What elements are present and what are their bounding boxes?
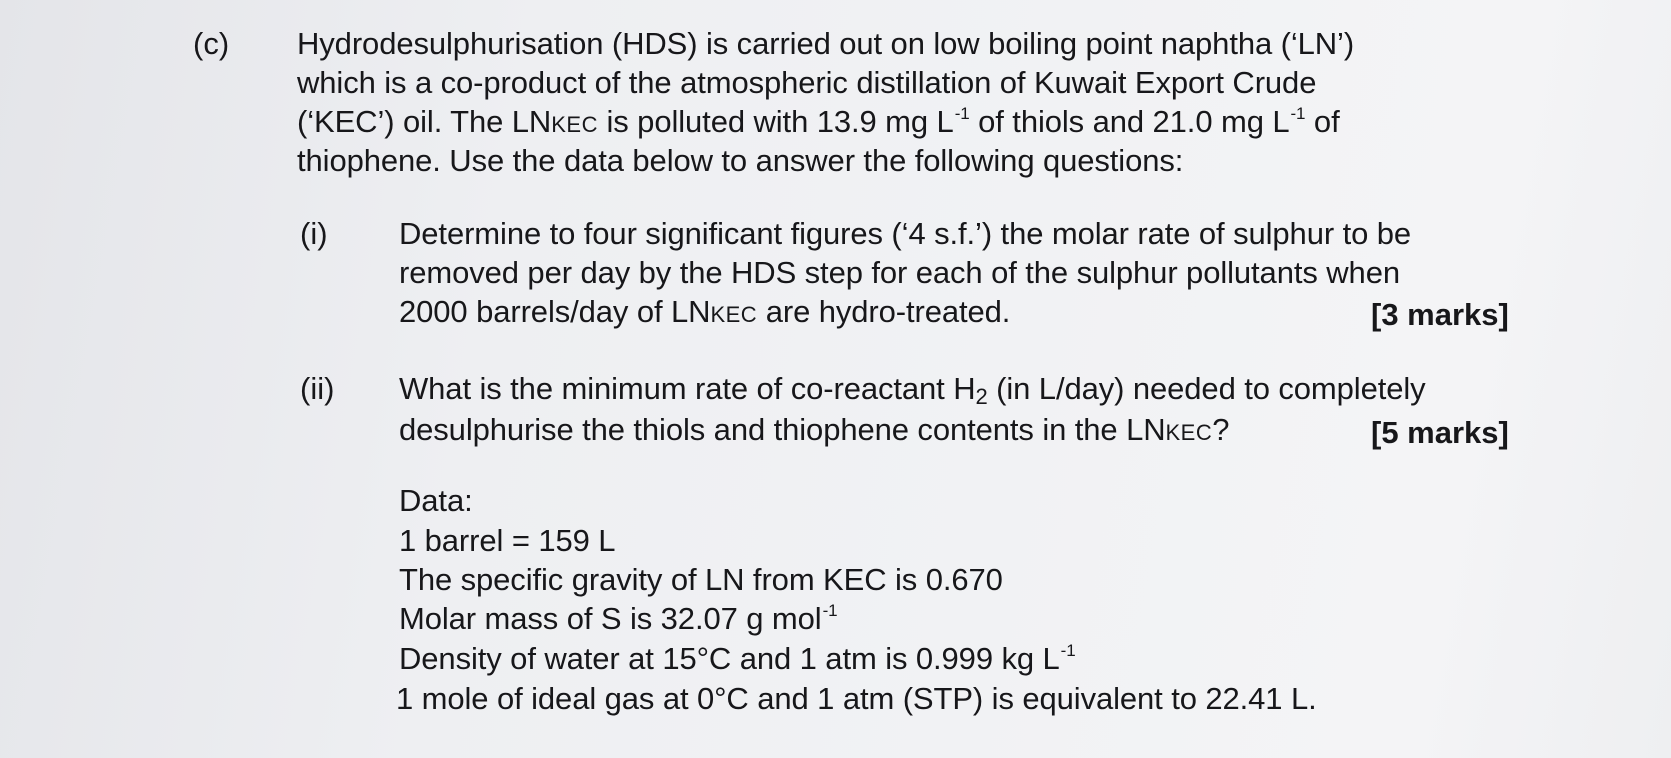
part-i-line-2: removed per day by the HDS step for each of the sulphur pollutants when: [399, 255, 1400, 290]
data-item-ideal-gas: 1 mole of ideal gas at 0°C and 1 atm (STP) is equivalent to 22.41 L.: [396, 681, 1317, 716]
intro-line-3-part-c: of thiols and 21.0 mg L: [969, 104, 1290, 139]
part-ii-line-1: [399, 370, 1426, 411]
part-i-line-3-part-a: 2000 barrels/day of LN: [399, 294, 711, 329]
superscript-minus-one: -1: [954, 104, 970, 123]
subscript-kec: KEC: [551, 112, 598, 137]
subscript-kec: KEC: [710, 302, 758, 327]
data-heading: Data:: [399, 483, 473, 518]
part-i-marks: [3 marks]: [1371, 297, 1509, 332]
part-i-line-3-part-b: are hydro-treated.: [757, 294, 1011, 329]
question-label: (c): [193, 26, 230, 61]
subscript-two: 2: [975, 384, 988, 409]
superscript-minus-one: -1: [1290, 104, 1306, 123]
part-ii-line-2-part-a: desulphurise the thiols and thiophene contents in the LN: [399, 412, 1166, 447]
superscript-minus-one: -1: [1060, 641, 1076, 660]
data-item-molar-mass: [399, 600, 837, 643]
subscript-kec: KEC: [1165, 420, 1213, 445]
superscript-minus-one: -1: [822, 601, 838, 620]
part-ii-line-2-part-b: ?: [1212, 412, 1230, 447]
part-i-line-1: Determine to four significant figures (‘4 s.f.’) the molar rate of sulphur to be: [399, 216, 1412, 251]
intro-line-3: [297, 103, 1340, 146]
part-ii-label: (ii): [300, 371, 335, 406]
data-item-water-density-text: Density of water at 15°C and 1 atm is 0.999 kg L: [399, 641, 1060, 676]
data-item-specific-gravity: The specific gravity of LN from KEC is 0.670: [399, 562, 1003, 597]
intro-line-3-part-b: is polluted with 13.9 mg L: [597, 104, 954, 139]
data-item-molar-mass-text: Molar mass of S is 32.07 g mol: [399, 601, 822, 636]
intro-line-3-part-d: of: [1305, 104, 1340, 139]
part-ii-line-1-part-a: What is the minimum rate of co-reactant H: [399, 371, 976, 406]
data-item-barrel: 1 barrel = 159 L: [399, 523, 616, 558]
intro-line-1: Hydrodesulphurisation (HDS) is carried out on low boiling point naphtha (‘LN’): [297, 26, 1355, 61]
intro-line-2: which is a co-product of the atmospheric distillation of Kuwait Export Crude: [297, 65, 1317, 100]
part-i-label: (i): [300, 216, 328, 251]
part-ii-line-1-part-b: (in L/day) needed to completely: [987, 371, 1426, 406]
part-i-line-3: [399, 293, 1010, 334]
part-ii-marks: [5 marks]: [1371, 415, 1509, 450]
intro-line-4: thiophene. Use the data below to answer the following questions:: [297, 143, 1184, 178]
data-item-water-density: [399, 640, 1076, 683]
intro-line-3-part-a: (‘KEC’) oil. The LN: [297, 104, 552, 139]
part-ii-line-2: [399, 411, 1229, 452]
